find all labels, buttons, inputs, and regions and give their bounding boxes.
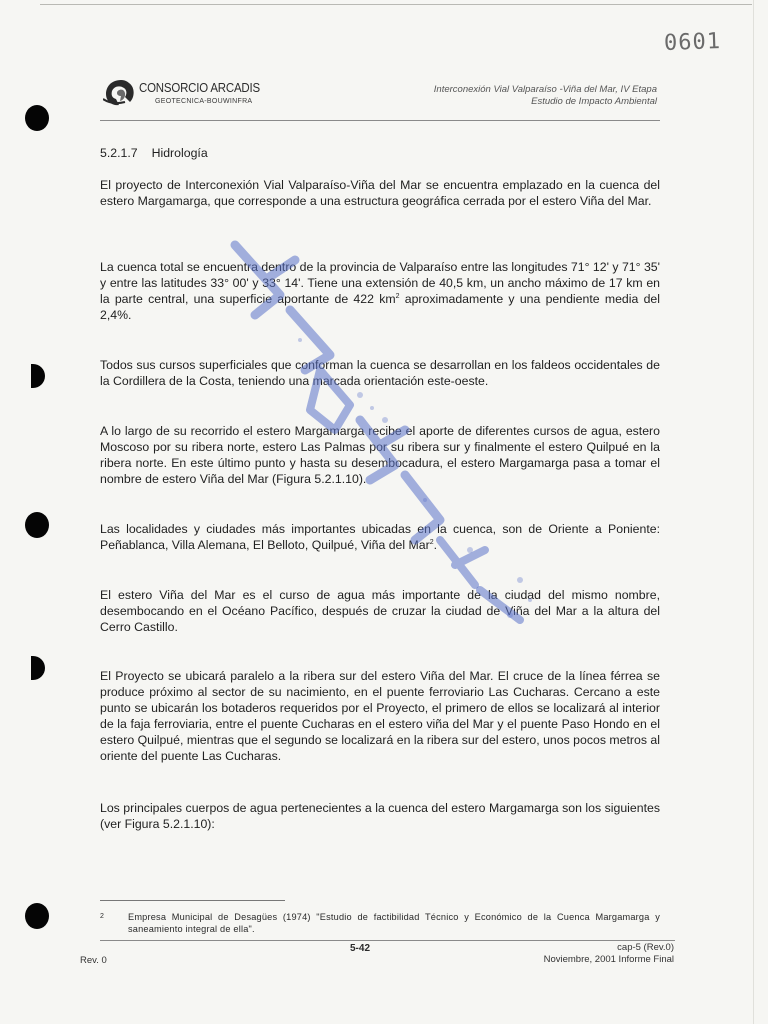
paragraph-text: A lo largo de su recorrido el estero Margamarga recibe el aporte de diferentes cursos de agua, estero Moscoso por su ribera norte, estero Las Palmas por su ribera sur y finalmente el estero Quilpué en la ribera norte. En este último punto y hasta su desembocadura, el estero Margamarga pasa a tomar el nombre de estero Viña del Mar (Figura 5.2.1.10).	[100, 424, 660, 486]
punch-hole	[31, 364, 45, 388]
header-project: Interconexión Vial Valparaíso -Viña del Mar, IV Etapa	[433, 84, 657, 95]
paragraph-text: El estero Viña del Mar es el curso de agua más importante de la ciudad del mismo nombre, desembocando en el Océano Pacífico, después de cruzar la ciudad de Viña del Mar a la altura del Cerro Castillo.	[100, 588, 660, 634]
punch-hole	[25, 105, 49, 131]
page-top-edge	[40, 4, 752, 5]
footer-info	[544, 942, 674, 966]
punch-hole	[31, 656, 45, 680]
paragraph	[100, 423, 660, 487]
paragraph	[100, 177, 660, 209]
paragraph	[100, 521, 660, 553]
paragraph	[100, 668, 660, 764]
section-number: 5.2.1.7	[100, 146, 138, 160]
paragraph	[100, 800, 660, 832]
footer-revision: Rev. 0	[80, 955, 107, 966]
page-number: 5-42	[350, 943, 371, 954]
footer-chapter: cap-5 (Rev.0)	[617, 942, 674, 953]
paragraph	[100, 357, 660, 389]
paragraph-text	[100, 259, 660, 323]
logo-subtitle: GEOTECNICA-BOUWINFRA	[155, 98, 253, 105]
section-title: Hidrología	[151, 146, 208, 160]
logo-name: CONSORCIO ARCADIS	[139, 80, 260, 95]
superscript-reference: 2	[429, 538, 434, 546]
paragraph-text: El proyecto de Interconexión Vial Valparaíso-Viña del Mar se encuentra emplazado en la cuenca del estero Margamarga, que corresponde a una estructura geográfica cerrada por el estero Viña del Mar.	[100, 178, 660, 208]
paragraph-text: Todos sus cursos superficiales que conforman la cuenca se desarrollan en los faldeos occidentales de la Cordillera de la Costa, teniendo una marcada orientación este-oeste.	[100, 358, 660, 388]
paragraph-text-main: La cuenca total se encuentra dentro de la provincia de Valparaíso entre las longitudes 71° 12' y 71° 35' y entre las latitudes 33° 00' y 33° 14'. Tiene una extensión de 40,5 km, un ancho máximo de 17 km en la parte central, una superficie aportante de 422 km	[100, 260, 660, 306]
footer-date: Noviembre, 2001 Informe Final	[543, 954, 674, 965]
footnote-number: 2	[100, 913, 105, 920]
paragraph	[100, 259, 660, 323]
paragraph	[100, 587, 660, 635]
punch-hole	[25, 903, 49, 929]
stamp-number: 0601	[663, 29, 722, 56]
footnote	[100, 911, 660, 935]
superscript: 2	[395, 292, 400, 300]
paragraph-text: El Proyecto se ubicará paralelo a la ribera sur del estero Viña del Mar. El cruce de la línea férrea se produce próximo al sector de su nacimiento, en el puente ferroviario Las Cucharas. Cercano a este punto se ubicarán los botaderos requeridos por el Proyecto, el primero de ellos se localizará al interior de la faja ferroviaria, entre el puente Cucharas en el estero viña del Mar y el puente Paso Hondo en el estero Quilpué, mientras que el segundo se localizará en la ribera sur del estero, unos pocos metros al oriente del puente Las Cucharas.	[100, 669, 660, 763]
paragraph-text	[100, 521, 660, 553]
paragraph-text-tail: .	[433, 538, 438, 552]
paragraph-text: Los principales cuerpos de agua pertenecientes a la cuenca del estero Margamarga son los siguientes (ver Figura 5.2.1.10):	[100, 801, 660, 831]
footnote-rule	[100, 900, 285, 901]
footer-rule	[100, 940, 675, 941]
paragraph-text-main: Las localidades y ciudades más importantes ubicadas en la cuenca, son de Oriente a Poniente: Peñablanca, Villa Alemana, El Belloto, Quilpué, Viña del Mar	[100, 522, 660, 552]
punch-hole	[25, 512, 49, 538]
header-rule	[100, 120, 660, 121]
arcadis-logo-icon	[103, 77, 139, 107]
page-right-edge	[753, 0, 754, 1024]
header-study: Estudio de Impacto Ambiental	[531, 96, 657, 107]
footnote-text: Empresa Municipal de Desagües (1974) "Estudio de factibilidad Técnico y Económico de la Cuenca Margamarga y saneamiento integral de ella".	[128, 912, 660, 934]
section-heading	[100, 146, 208, 160]
paragraph-text-tail: aproximadamente y una pendiente media del 2,4%.	[100, 292, 660, 322]
company-logo	[103, 75, 303, 115]
document-header	[434, 84, 657, 108]
